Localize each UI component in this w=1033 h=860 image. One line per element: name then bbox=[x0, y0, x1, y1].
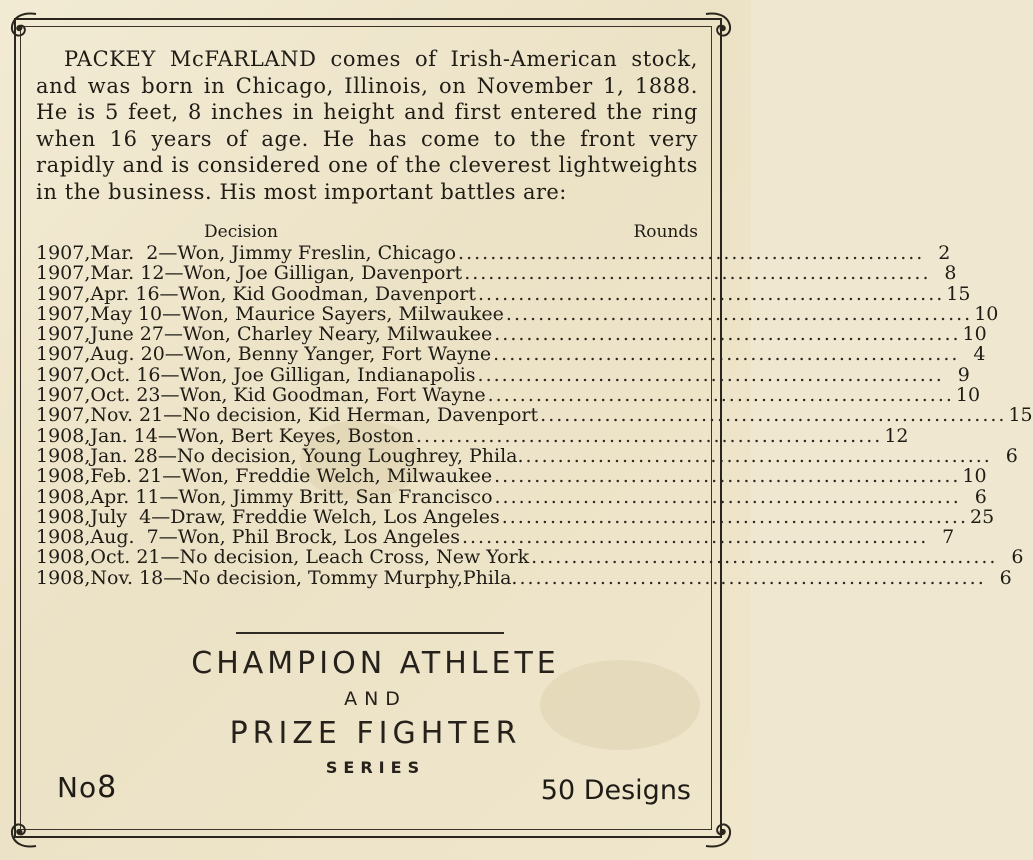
rounds-column-header: Rounds bbox=[633, 222, 698, 242]
bout-list bbox=[36, 242, 1033, 589]
series-title-line3: PRIZE FIGHTER bbox=[229, 716, 522, 751]
bout-row bbox=[36, 424, 909, 447]
divider-rule bbox=[236, 632, 504, 634]
bout-rounds: 25 bbox=[970, 505, 995, 528]
bout-rounds: 12 bbox=[884, 424, 909, 447]
designs-count: 50 Designs bbox=[540, 775, 691, 806]
dot-leader: .......................................................... bbox=[464, 262, 931, 285]
bout-rounds: 6 bbox=[974, 485, 987, 508]
series-title-line4: SERIES bbox=[325, 758, 426, 777]
bout-year: 1908, bbox=[36, 526, 91, 549]
bout-rounds: 10 bbox=[962, 465, 987, 488]
dot-leader: .......................................................... bbox=[494, 485, 961, 508]
bout-date: Mar. 12 bbox=[90, 262, 165, 285]
bout-rounds: 10 bbox=[974, 302, 999, 325]
dot-leader: .......................................................... bbox=[494, 465, 961, 488]
bout-rounds: 15 bbox=[1008, 404, 1033, 427]
bout-description: —Won, Kid Goodman, Davenport bbox=[159, 282, 476, 305]
bout-description: —Won, Benny Yanger, Fort Wayne bbox=[164, 343, 492, 366]
bout-year: 1907, bbox=[36, 363, 91, 386]
bout-date: Jan. 28 bbox=[90, 444, 158, 467]
bout-date: July 4 bbox=[90, 505, 152, 528]
dot-leader: .......................................................... bbox=[493, 343, 960, 366]
corner-scroll-ornament bbox=[6, 8, 42, 44]
bout-description: —Won, Freddie Welch, Milwaukee bbox=[162, 465, 493, 488]
dot-leader: .......................................................... bbox=[525, 444, 992, 467]
bout-rounds: 10 bbox=[962, 323, 987, 346]
bout-row bbox=[36, 546, 1024, 569]
bout-rounds: 10 bbox=[955, 384, 981, 407]
corner-scroll-ornament bbox=[6, 816, 42, 852]
dot-leader: .......................................................... bbox=[487, 384, 954, 407]
card-number-value: 8 bbox=[97, 770, 118, 805]
bout-description: —Won, Kid Goodman, Fort Wayne bbox=[160, 384, 486, 407]
bout-description: —Won, Jimmy Freslin, Chicago bbox=[158, 242, 457, 264]
bout-year: 1908, bbox=[36, 546, 91, 569]
bout-date: Nov. 18 bbox=[90, 566, 164, 589]
bout-description: —No decision, Young Loughrey, Phila. bbox=[157, 444, 524, 467]
bout-row bbox=[36, 384, 981, 407]
bout-description: —Won, Joe Gilligan, Indianapolis bbox=[160, 363, 476, 386]
bout-row bbox=[36, 323, 987, 346]
bout-description: —No decision, Kid Herman, Davenport bbox=[163, 404, 539, 427]
dot-leader: .......................................................... bbox=[458, 242, 925, 264]
bout-rounds: 4 bbox=[973, 343, 986, 366]
bout-date: Apr. 11 bbox=[90, 485, 160, 508]
bout-description: —Won, Maurice Sayers, Milwaukee bbox=[162, 302, 504, 325]
dot-leader: .......................................................... bbox=[540, 404, 1007, 427]
bout-table-header bbox=[36, 222, 698, 244]
bout-row bbox=[36, 343, 986, 366]
bout-description: —Won, Joe Gilligan, Davenport bbox=[164, 262, 463, 285]
biography-paragraph bbox=[36, 46, 698, 205]
bout-description: —No decision, Tommy Murphy,Phila. bbox=[163, 566, 518, 589]
bout-date: Aug. 20 bbox=[90, 343, 165, 366]
bout-year: 1907, bbox=[36, 323, 91, 346]
dot-leader: .......................................................... bbox=[478, 282, 945, 305]
bout-year: 1907, bbox=[36, 282, 91, 305]
bout-row bbox=[36, 242, 951, 264]
dot-leader: .......................................................... bbox=[501, 505, 969, 528]
bout-description: —Draw, Freddie Welch, Los Angeles bbox=[151, 505, 500, 528]
dot-leader: .......................................................... bbox=[494, 323, 961, 346]
bout-year: 1907, bbox=[36, 302, 91, 325]
bout-date: Nov. 21 bbox=[90, 404, 164, 427]
bout-row bbox=[36, 302, 999, 325]
dot-leader: .......................................................... bbox=[505, 302, 973, 325]
bout-date: Jan. 14 bbox=[90, 424, 158, 447]
bout-date: Oct. 23 bbox=[90, 384, 161, 407]
bout-year: 1908, bbox=[36, 505, 91, 528]
bout-year: 1907, bbox=[36, 242, 91, 264]
series-title-line1: CHAMPION ATHLETE bbox=[191, 646, 560, 681]
bout-description: —Won, Phil Brock, Los Angeles bbox=[158, 526, 460, 549]
bout-year: 1907, bbox=[36, 384, 91, 407]
card-number bbox=[57, 770, 117, 805]
bout-rounds: 6 bbox=[1005, 444, 1018, 467]
bout-date: Oct. 16 bbox=[90, 363, 161, 386]
bout-rounds: 6 bbox=[999, 566, 1012, 589]
bout-year: 1908, bbox=[36, 444, 91, 467]
bout-row bbox=[36, 404, 1033, 427]
bout-date: Feb. 21 bbox=[90, 465, 163, 488]
bout-date: Oct. 21 bbox=[90, 546, 161, 569]
number-prefix: No bbox=[57, 771, 98, 804]
decision-column-header: Decision bbox=[204, 222, 278, 242]
bout-row bbox=[36, 444, 1018, 467]
dot-leader: .......................................................... bbox=[477, 363, 944, 386]
dot-leader: .......................................................... bbox=[416, 424, 883, 447]
corner-scroll-ornament bbox=[700, 816, 736, 852]
bout-rounds: 7 bbox=[942, 526, 955, 549]
bout-row bbox=[36, 526, 955, 549]
bout-date: June 27 bbox=[90, 323, 164, 346]
dot-leader: .......................................................... bbox=[461, 526, 929, 549]
bout-description: —Won, Charley Neary, Milwaukee bbox=[163, 323, 493, 346]
bout-row bbox=[36, 363, 970, 386]
bout-rounds: 15 bbox=[946, 282, 971, 305]
bout-row bbox=[36, 485, 987, 508]
corner-scroll-ornament bbox=[700, 8, 736, 44]
bout-row bbox=[36, 465, 987, 488]
dot-leader: .......................................................... bbox=[519, 566, 986, 589]
bout-date: May 10 bbox=[90, 302, 163, 325]
bout-year: 1907, bbox=[36, 262, 91, 285]
dot-leader: .......................................................... bbox=[531, 546, 998, 569]
bout-date: Aug. 7 bbox=[90, 526, 159, 549]
bout-row bbox=[36, 566, 1012, 589]
bout-rounds: 2 bbox=[938, 242, 951, 264]
bout-rounds: 6 bbox=[1011, 546, 1024, 569]
bout-rounds: 9 bbox=[957, 363, 970, 386]
bout-date: Apr. 16 bbox=[90, 282, 160, 305]
bout-year: 1908, bbox=[36, 485, 91, 508]
bout-description: —Won, Bert Keyes, Boston bbox=[157, 424, 415, 447]
bout-rounds: 8 bbox=[944, 262, 957, 285]
bout-row bbox=[36, 505, 995, 528]
bout-year: 1908, bbox=[36, 465, 91, 488]
bout-year: 1908, bbox=[36, 424, 91, 447]
bout-year: 1907, bbox=[36, 343, 91, 366]
bout-description: —No decision, Leach Cross, New York bbox=[160, 546, 530, 569]
bout-year: 1908, bbox=[36, 566, 91, 589]
bout-description: —Won, Jimmy Britt, San Francisco bbox=[159, 485, 493, 508]
series-title-line2: AND bbox=[344, 688, 407, 710]
battles-intro: His most important battles are: bbox=[219, 179, 567, 204]
biography-text: PACKEY McFARLAND comes of Irish-American stock, and was born in Chicago, Illinois, on November 1, 1888. He is 5 feet, 8 inches in height and first entered the ring when 16 years of age. He has come to the front very rapidly and is considered one of the cleverest lightweights in the business. bbox=[36, 47, 698, 204]
bout-row bbox=[36, 282, 971, 305]
bout-date: Mar. 2 bbox=[90, 242, 159, 264]
bout-row bbox=[36, 262, 957, 285]
bout-year: 1907, bbox=[36, 404, 91, 427]
